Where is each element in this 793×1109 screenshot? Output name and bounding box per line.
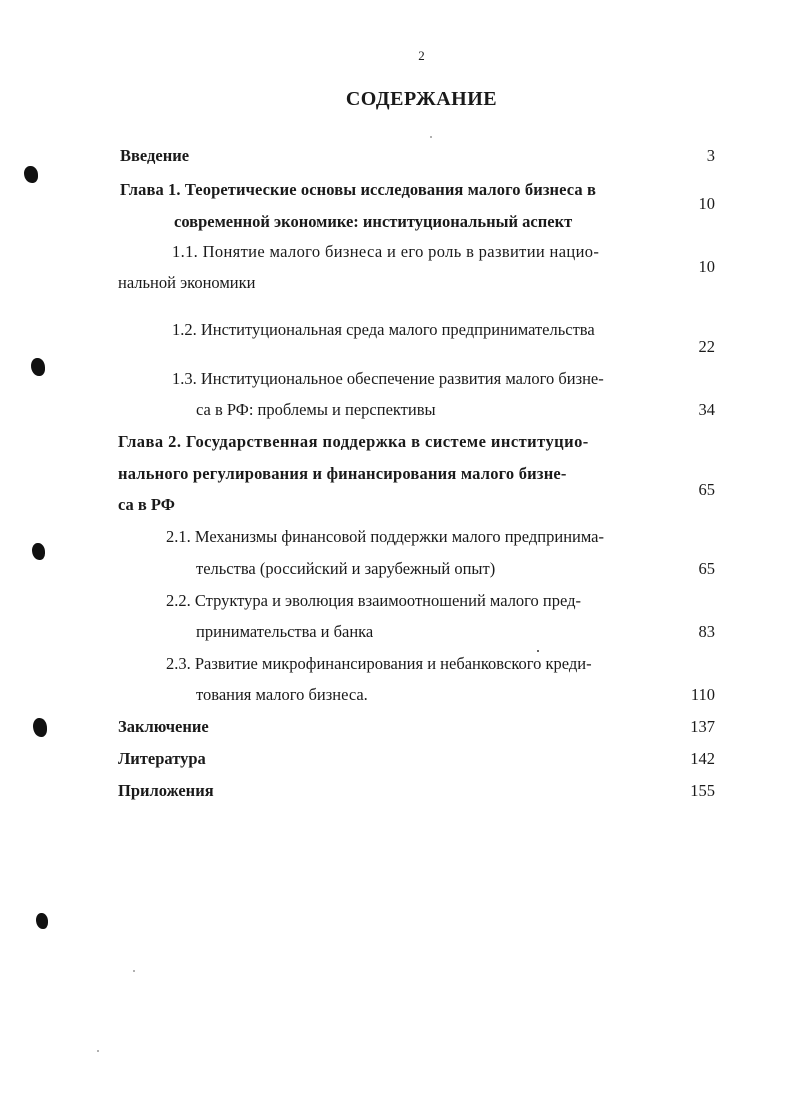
toc-s12-line1: 1.2. Институциональная среда малого предпринимательства [172,320,595,339]
toc-s21-line2: тельства (российский и зарубежный опыт) [196,559,496,578]
toc-ch2-page: 65 [698,480,715,499]
toc-s21-page: 65 [698,559,715,578]
toc-s11-line2: нальной экономики [118,273,256,292]
toc-s11-page: 10 [698,257,715,276]
toc-ch1-line2: современной экономике: институциональный аспект [174,212,573,231]
toc-literature-page: 142 [690,749,715,768]
toc-ch1-page: 10 [698,194,715,213]
toc-literature-label: Литература [118,749,206,768]
toc-intro-label: Введение [120,146,190,165]
scan-speck [537,650,539,652]
toc-s23-line2: тования малого бизнеса. [196,685,368,704]
toc-s22-line1: 2.2. Структура и эволюция взаимоотношений малого пред- [166,591,581,610]
toc-s13-page: 34 [698,400,715,419]
scan-blot [24,166,38,183]
toc-s22-line2: принимательства и банка [196,622,374,641]
toc-ch2-line1: Глава 2. Государственная поддержка в системе институцио- [118,432,589,451]
toc-s21-line1: 2.1. Механизмы финансовой поддержки малого предпринима- [166,527,604,546]
toc-s11-line1: 1.1. Понятие малого бизнеса и его роль в развитии нацио- [172,242,600,261]
scan-blot [36,913,48,929]
scan-speck [430,136,432,138]
toc-s13-line1: 1.3. Институциональное обеспечение развития малого бизне- [172,369,604,388]
toc-ch1-line1: Глава 1. Теоретические основы исследования малого бизнеса в [120,180,596,199]
scan-speck [97,1050,99,1052]
scan-speck [133,970,135,972]
toc-ch2-line2: нального регулирования и финансирования малого бизне- [118,464,567,483]
scan-blot [31,358,45,376]
toc-appendices-label: Приложения [118,781,214,800]
toc-appendices-page: 155 [690,781,715,800]
page-number: 2 [418,48,425,63]
page-title: СОДЕРЖАНИЕ [345,88,498,110]
toc-ch2-line3: са в РФ [118,495,175,514]
toc-s12-page: 22 [698,337,715,356]
scan-blot [33,718,47,737]
toc-s23-page: 110 [690,685,715,704]
toc-s13-line2: са в РФ: проблемы и перспективы [196,400,436,419]
toc-conclusion-label: Заключение [118,717,209,736]
toc-intro-page: 3 [706,146,715,165]
toc-s22-page: 83 [698,622,715,641]
scan-blot [32,543,45,560]
toc-s23-line1: 2.3. Развитие микрофинансирования и небанковского креди- [166,654,592,673]
toc-conclusion-page: 137 [690,717,715,736]
